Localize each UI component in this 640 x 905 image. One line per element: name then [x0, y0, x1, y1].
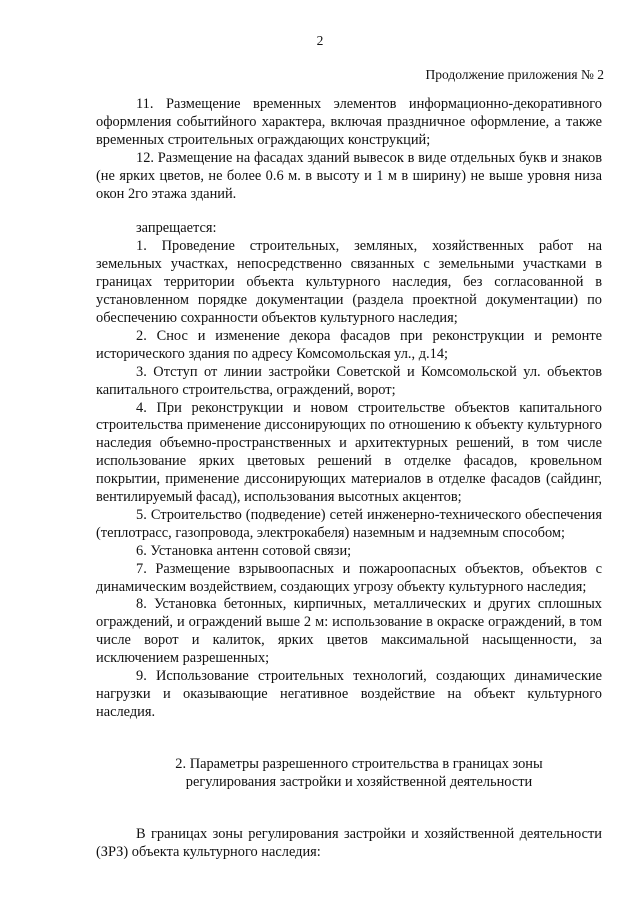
forbidden-item-5: 5. Строительство (подведение) сетей инженерно-технического обеспечения (теплотрасс, газопровода, электрокабеля) наземным и надземным способом;: [96, 506, 602, 541]
forbidden-item-3: 3. Отступ от линии застройки Советской и Комсомольской ул. объектов капитального строительства, ограждений, ворот;: [96, 363, 602, 398]
forbidden-item-4: 4. При реконструкции и новом строительстве объектов капитального строительства применение диссонирующих по отношению к объекту культурного наследия объемно-пространственных и архитектурных решений, в том числе использование ярких цветовых решений в отделке фасадов, кровельном покрытии, применение диссонирующих материалов в отделке фасадов (сайдинг, вентилируемый фасад), использования высотных акцентов;: [96, 399, 602, 506]
page-number: 2: [316, 33, 324, 48]
forbidden-item-6: 6. Установка антенн сотовой связи;: [136, 542, 352, 559]
forbidden-item-1: 1. Проведение строительных, земляных, хозяйственных работ на земельных участках, непосредственно связанных с земельными участками в границах территории объекта культурного наследия, без согласованной в установленном порядке документации (раздела проектной документации) по обеспечению сохранности объектов культурного наследия;: [96, 238, 602, 326]
forbidden-item-9: 9. Использование строительных технологий, создающих динамические нагрузки и оказывающие негативное воздействие на объект культурного наследия.: [96, 668, 602, 720]
document-body: [96, 96, 602, 861]
forbidden-intro: запрещается:: [136, 220, 217, 237]
appendix-label: Продолжение приложения № 2: [425, 67, 604, 82]
paragraph-12: 12. Размещение на фасадах зданий вывесок в виде отдельных букв и знаков (не ярких цветов, не более 0.6 м. в высоту и 1 м в ширину) не выше уровня низа окон 2го этажа зданий.: [96, 149, 602, 202]
section-2-intro: В границах зоны регулирования застройки и хозяйственной деятельности (ЗРЗ) объекта культурного наследия:: [96, 825, 602, 860]
forbidden-item-7: 7. Размещение взрывоопасных и пожароопасных объектов, объектов с динамическим воздействием, создающих угрозу объекту культурного наследия;: [96, 560, 602, 595]
paragraph-11: 11. Размещение временных элементов информационно-декоративного оформления событийного характера, включая праздничное оформление, а также временных строительных ограждающих конструкций;: [96, 96, 602, 148]
forbidden-item-8: 8. Установка бетонных, кирпичных, металлических и других сплошных ограждений, и ограждений выше 2 м: использование в окраске ограждений, в том числе ворот и калиток, ярких цветов максимальной насыщенности, за исключением разрешенных;: [96, 596, 602, 667]
section-2-title: 2. Параметры разрешенного строительства в границах зоны регулирования застройки и хозяйственной деятельности: [175, 755, 543, 790]
forbidden-item-2: 2. Снос и изменение декора фасадов при реконструкции и ремонте исторического здания по адресу Комсомольская ул., д.14;: [96, 327, 602, 362]
